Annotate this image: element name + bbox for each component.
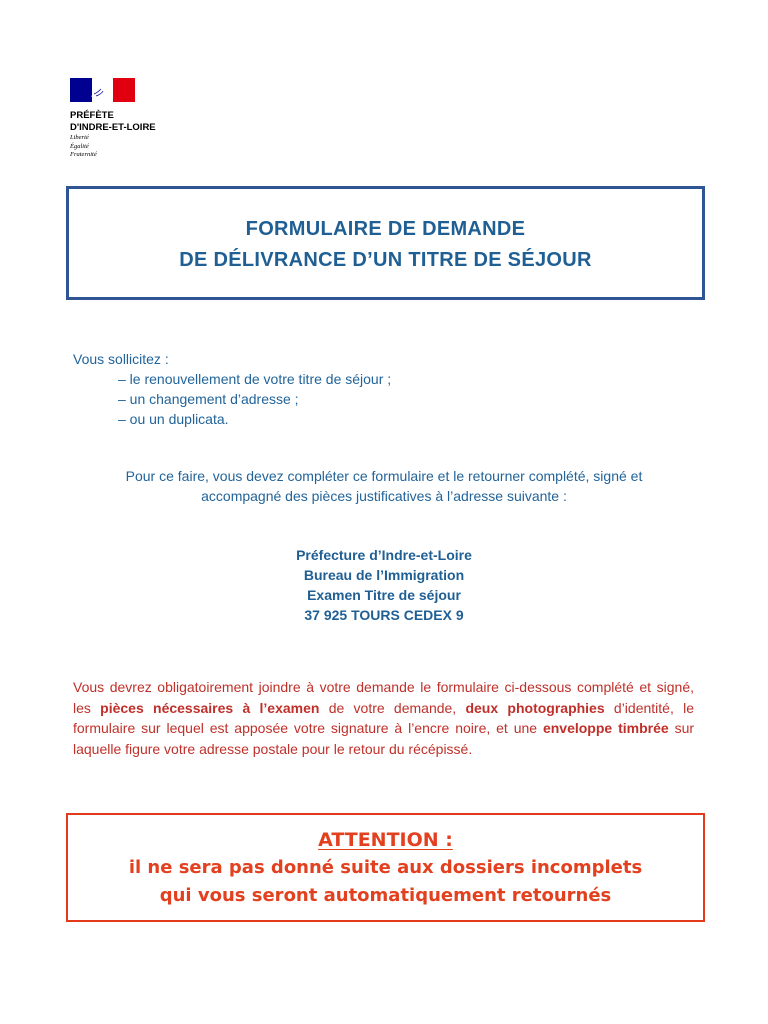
prefecture-name-line2: D'INDRE-ET-LOIRE — [70, 122, 156, 133]
prefecture-name-line1: PRÉFÈTE — [70, 110, 114, 121]
motto-egalite: Égalité — [70, 142, 89, 150]
instructions-line2: accompagné des pièces justificatives à l’adresse suivante : — [201, 488, 567, 504]
postal-address — [66, 545, 702, 625]
republic-motto — [70, 134, 156, 160]
request-type-renewal: – le renouvellement de votre titre de séjour ; — [118, 371, 392, 387]
attention-warning-box — [66, 813, 705, 922]
requirements-emphasis-documents: pièces nécessaires à l’examen — [100, 699, 320, 716]
required-documents-paragraph — [73, 677, 694, 759]
form-title-line1: FORMULAIRE DE DEMANDE — [245, 218, 526, 240]
address-line3: Examen Titre de séjour — [307, 587, 461, 603]
motto-liberte: Liberté — [70, 134, 89, 141]
requirements-text-3: d’identité, le formulaire sur lequel est apposée votre signature à l’encre noire, et une — [73, 699, 694, 736]
request-types — [73, 349, 391, 429]
requirements-text-2: de votre demande, — [319, 699, 466, 716]
instructions-line1: Pour ce faire, vous devez compléter ce formulaire et le retourner complété, signé et — [125, 468, 643, 484]
request-type-duplicate: – ou un duplicata. — [118, 411, 229, 427]
request-types-lead: Vous sollicitez : — [73, 351, 169, 367]
attention-title: ATTENTION : — [318, 829, 453, 851]
requirements-text-1: Vous devrez obligatoirement joindre à votre demande le formulaire ci-dessous complété et signé, les — [73, 679, 694, 716]
request-type-address-change: – un changement d’adresse ; — [118, 391, 299, 407]
marianne-profile-icon — [89, 82, 117, 100]
prefecture-logo — [70, 78, 156, 160]
attention-line2: qui vous seront automatiquement retournés — [159, 885, 612, 906]
address-line2: Bureau de l’Immigration — [303, 567, 465, 583]
prefecture-name — [70, 110, 156, 134]
address-line1: Préfecture d’Indre-et-Loire — [296, 547, 472, 563]
request-types-list — [73, 369, 391, 429]
attention-line1: il ne sera pas donné suite aux dossiers incomplets — [128, 857, 643, 878]
motto-fraternite: Fraternité — [70, 151, 97, 158]
address-line4: 37 925 TOURS CEDEX 9 — [304, 607, 464, 623]
marianne-flag-icon — [70, 78, 135, 102]
requirements-emphasis-envelope: enveloppe timbrée — [542, 720, 669, 736]
requirements-emphasis-photos: deux photographies — [465, 699, 605, 716]
form-title-box — [66, 186, 705, 300]
requirements-text-4: sur laquelle figure votre adresse postale pour le retour du récépissé. — [73, 720, 695, 757]
form-title-line2: DE DÉLIVRANCE D’UN TITRE DE SÉJOUR — [179, 249, 592, 271]
submission-instructions — [66, 466, 702, 506]
